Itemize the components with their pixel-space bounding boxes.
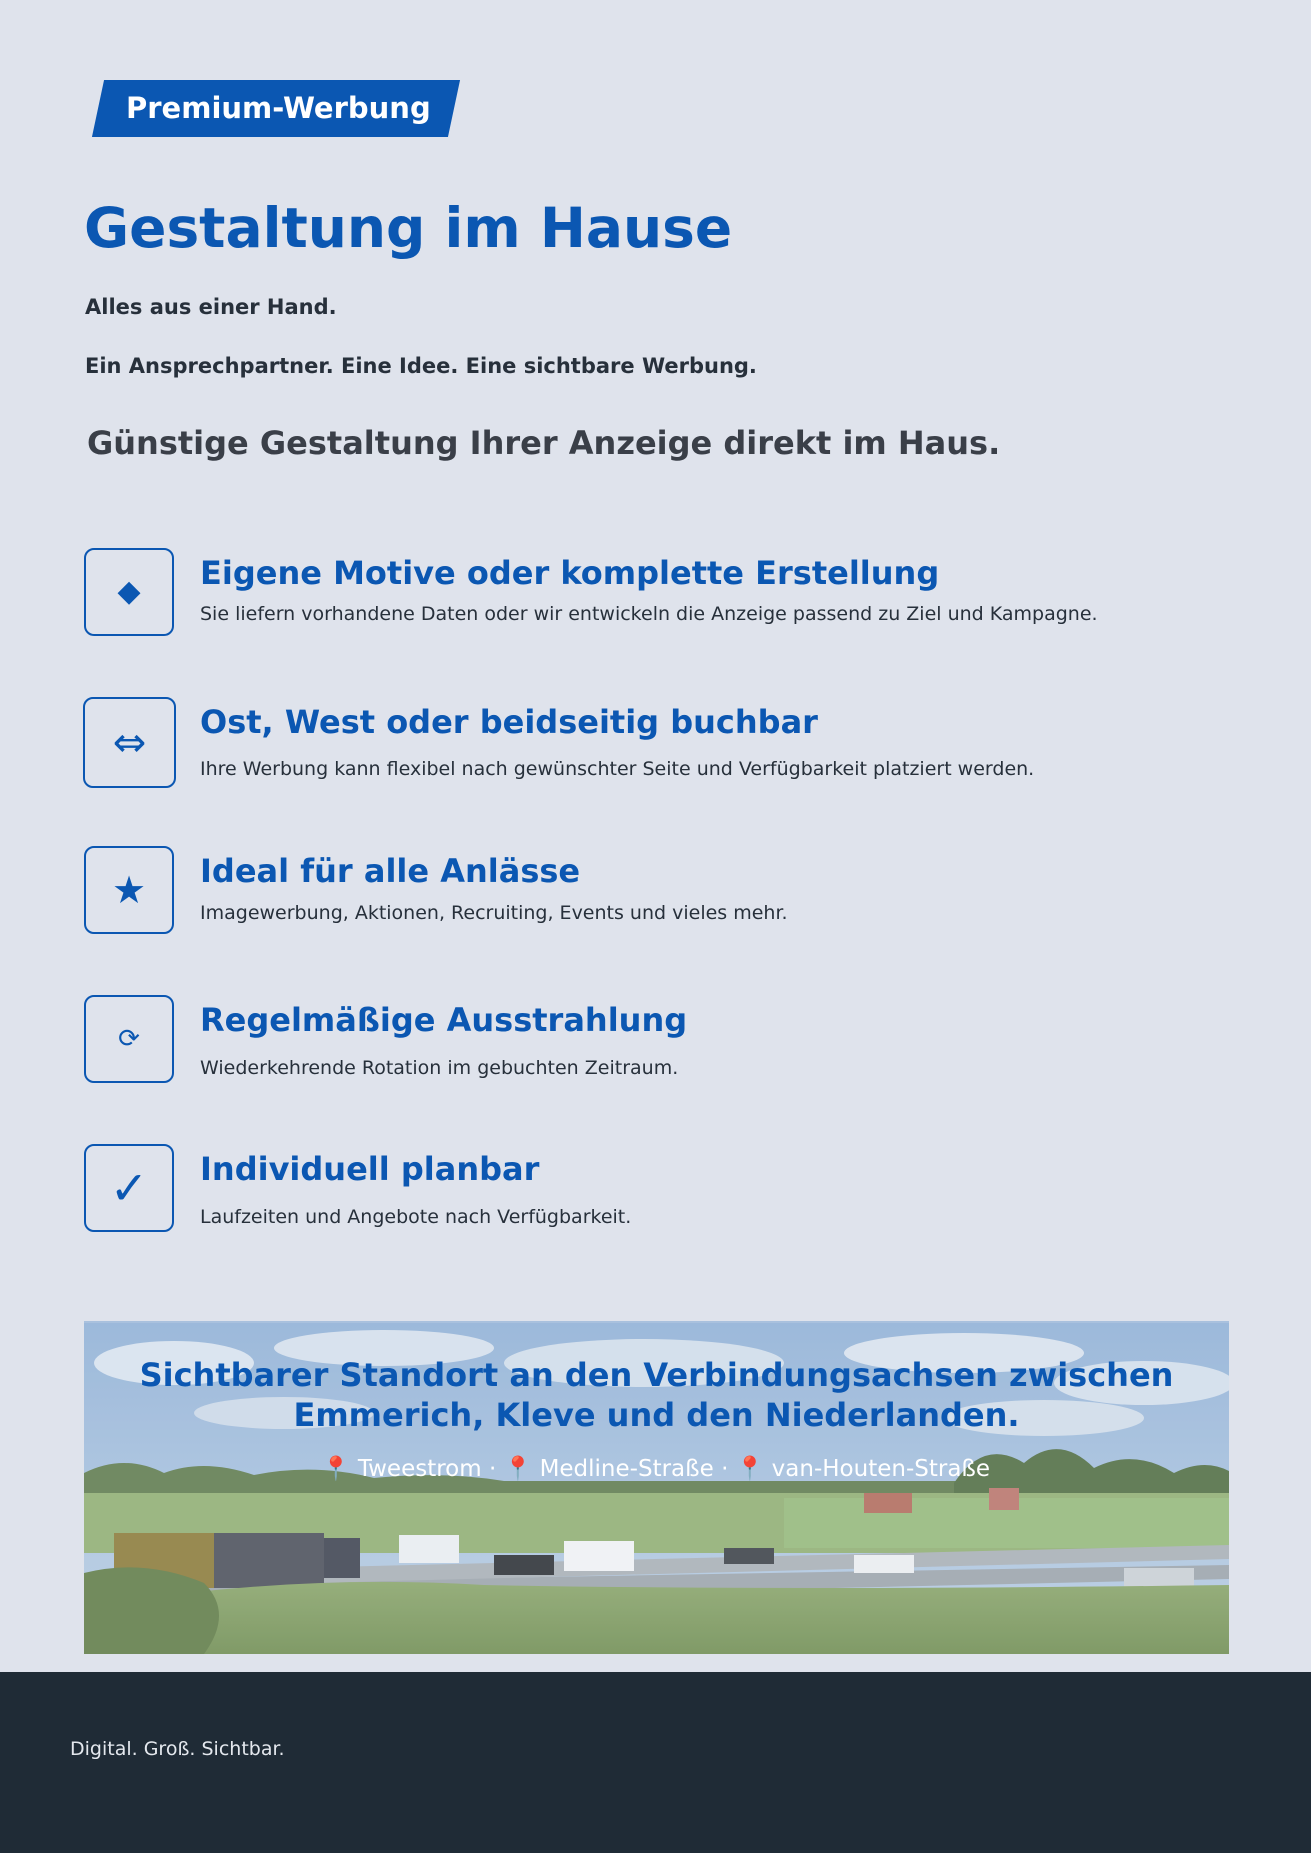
feature-description: Wiederkehrende Rotation im gebuchten Zeitraum.	[200, 1057, 679, 1079]
feature-individual-planning	[84, 1144, 1234, 1236]
location-name: van-Houten-Straße	[771, 1456, 991, 1482]
subtitle-two: Ein Ansprechpartner. Eine Idee. Eine sichtbare Werbung.	[85, 354, 757, 378]
feature-title: Ost, West oder beidseitig buchbar	[200, 703, 818, 741]
footer	[0, 1672, 1311, 1853]
location-separator: ·	[713, 1456, 736, 1482]
feature-title: Regelmäßige Ausstrahlung	[200, 1001, 688, 1039]
headline: Günstige Gestaltung Ihrer Anzeige direkt im Haus.	[87, 424, 1001, 462]
feature-title: Individuell planbar	[200, 1150, 540, 1188]
feature-regular-broadcast	[84, 995, 1234, 1087]
checkmark-icon: ✓	[84, 1144, 174, 1232]
location-banner	[84, 1321, 1229, 1654]
star-icon: ★	[84, 846, 174, 934]
location-name: Tweestrom	[357, 1456, 482, 1482]
location-separator: ·	[481, 1456, 504, 1482]
location-name: Medline-Straße	[539, 1456, 714, 1482]
feature-title: Ideal für alle Anlässe	[200, 852, 581, 890]
rotation-icon: ⟳	[84, 995, 174, 1083]
pin-icon: 📍	[321, 1456, 351, 1482]
feature-title: Eigene Motive oder komplette Erstellung	[200, 554, 940, 592]
subtitle-one: Alles aus einer Hand.	[85, 295, 337, 319]
page-title: Gestaltung im Hause	[84, 196, 733, 260]
double-arrow-icon: ⇔	[83, 697, 176, 788]
feature-description: Ihre Werbung kann flexibel nach gewünschter Seite und Verfügbarkeit platziert werden.	[200, 758, 1035, 780]
feature-custom-motifs	[84, 548, 1234, 640]
feature-description: Sie liefern vorhandene Daten oder wir entwickeln die Anzeige passend zu Ziel und Kampagne.	[200, 603, 1098, 625]
diamond-icon: ◆	[84, 548, 174, 636]
pin-icon: 📍	[503, 1456, 533, 1482]
feature-description: Laufzeiten und Angebote nach Verfügbarkeit.	[200, 1206, 632, 1228]
pin-icon: 📍	[735, 1456, 765, 1482]
banner-title: Sichtbarer Standort an den Verbindungsachsen zwischen Emmerich, Kleve und den Niederlanden.	[139, 1356, 1174, 1434]
feature-description: Imagewerbung, Aktionen, Recruiting, Events und vieles mehr.	[200, 902, 788, 924]
location-list	[256, 1455, 1056, 1483]
feature-occasions	[84, 846, 1234, 938]
footer-tagline: Digital. Groß. Sichtbar.	[70, 1738, 285, 1760]
feature-booking-sides	[84, 697, 1234, 789]
premium-badge: Premium-Werbung	[126, 91, 431, 125]
